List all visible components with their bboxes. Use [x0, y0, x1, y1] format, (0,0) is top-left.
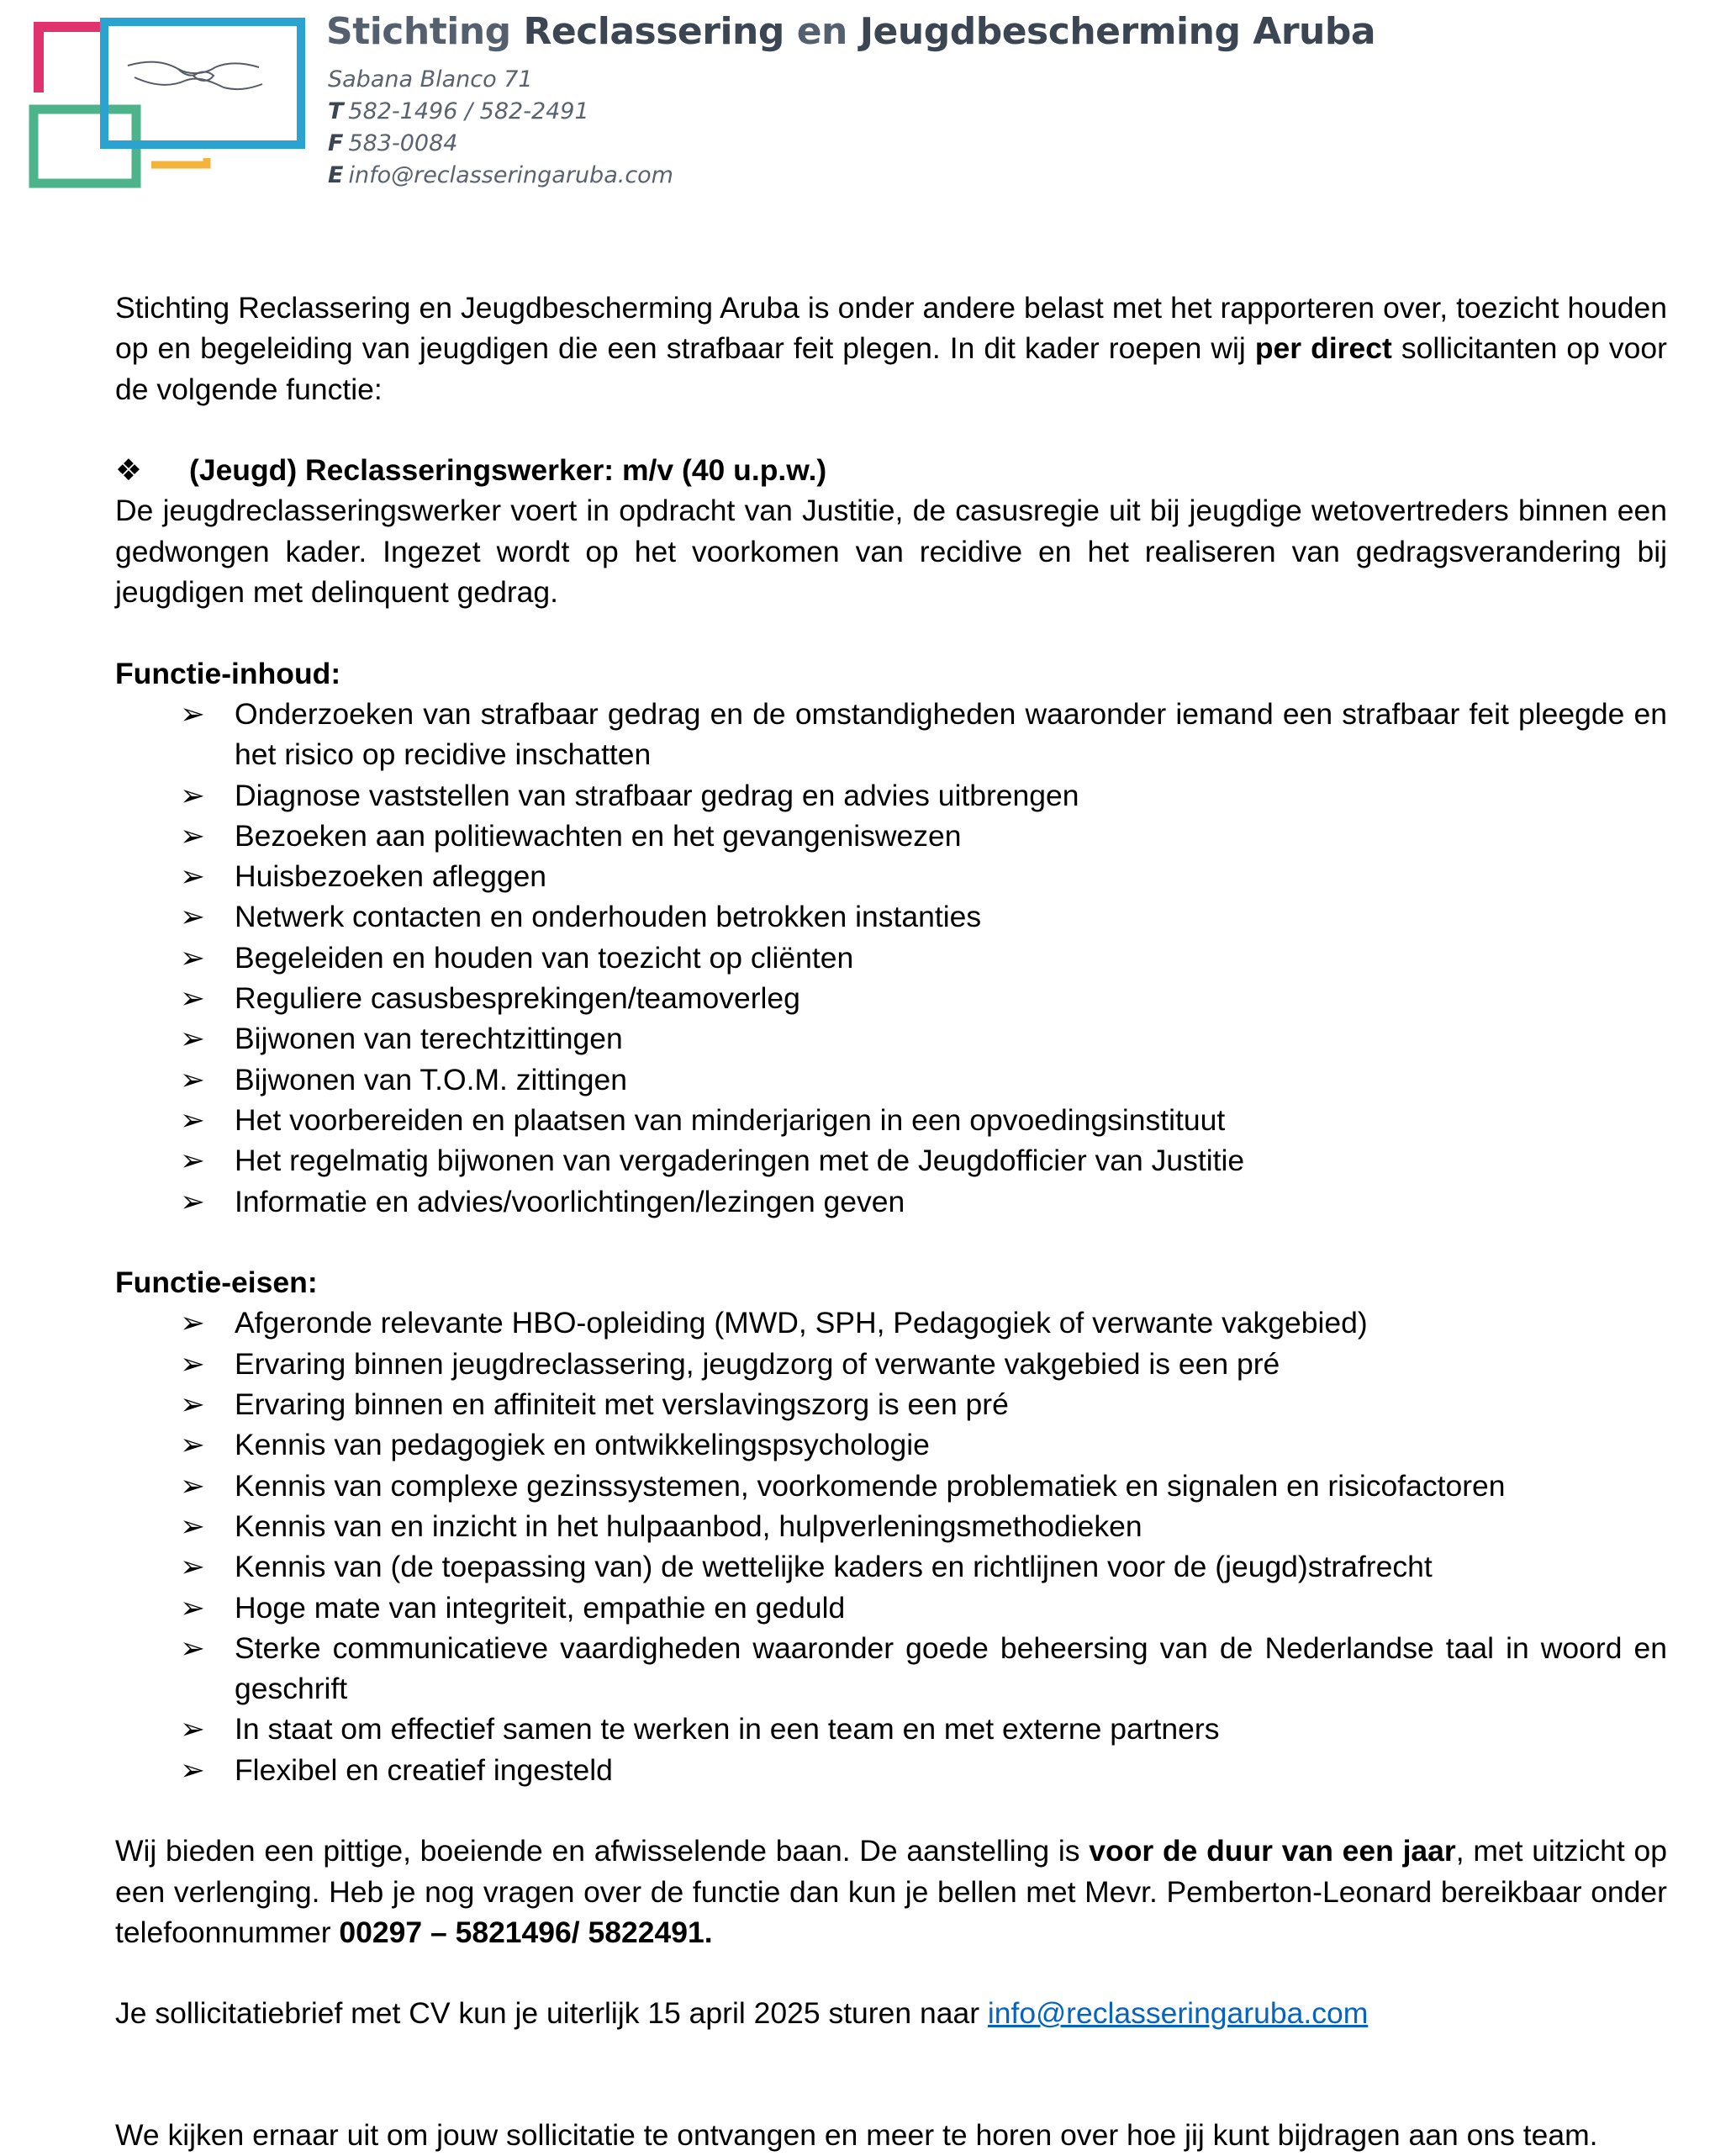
logo-yellow-mark	[151, 158, 207, 165]
offer-paragraph: Wij bieden een pittige, boeiende en afwisselende baan. De aanstelling is voor de duur van een jaar, met uitzicht op een verlenging. Heb je nog vragen over de functie dan kun je bellen met Mevr. Pemberton-Leonard bereikbaar onder telefoonnummer 00297 – 5821496/ 5822491.	[115, 1834, 1667, 1949]
functie-eisen-heading: Functie-eisen:	[115, 1266, 318, 1300]
arrow-bullet-icon: ➢	[180, 1346, 205, 1381]
list-item: ➢ Bezoeken aan politiewachten en het gevangeniswezen	[115, 816, 1667, 856]
intro-paragraph: Stichting Reclassering en Jeugdbescherming Aruba is onder andere belast met het rapporteren over, toezicht houden op en begeleiding van jeugdigen die een strafbaar feit plegen. In dit kader roepen wij per direct sollicitanten op voor de volgende functie:	[115, 291, 1667, 406]
list-item: ➢ Kennis van complexe gezinssystemen, voorkomende problematiek en signalen en risicofactoren	[115, 1466, 1667, 1506]
list-item: ➢ Flexibel en creatief ingesteld	[115, 1750, 1667, 1790]
organization-logo	[25, 15, 311, 196]
arrow-bullet-icon: ➢	[180, 1428, 205, 1462]
arrow-bullet-icon: ➢	[180, 1468, 205, 1503]
functie-inhoud-heading: Functie-inhoud:	[115, 656, 341, 690]
list-item: ➢ Het regelmatig bijwonen van vergaderingen met de Jeugdofficier van Justitie	[115, 1140, 1667, 1181]
arrow-bullet-icon: ➢	[180, 1022, 205, 1056]
list-item: ➢ Hoge mate van integriteit, empathie en geduld	[115, 1588, 1667, 1628]
list-item: ➢ Informatie en advies/voorlichtingen/lezingen geven	[115, 1181, 1667, 1222]
list-item: ➢ Het voorbereiden en plaatsen van minderjarigen in een opvoedingsinstituut	[115, 1100, 1667, 1140]
arrow-bullet-icon: ➢	[180, 1712, 205, 1746]
list-item: ➢ Bijwonen van T.O.M. zittingen	[115, 1060, 1667, 1100]
role-title: ❖ (Jeugd) Reclasseringswerker: m/v (40 u.p.w.)	[115, 450, 1667, 490]
arrow-bullet-icon: ➢	[180, 818, 205, 853]
diamond-bullet-icon: ❖	[115, 453, 142, 488]
list-item: ➢ Huisbezoeken afleggen	[115, 856, 1667, 896]
list-item: ➢ Reguliere casusbesprekingen/teamoverleg	[115, 978, 1667, 1018]
list-item: ➢ Netwerk contacten en onderhouden betrokken instanties	[115, 896, 1667, 937]
list-item: ➢ Kennis van pedagogiek en ontwikkelingspsychologie	[115, 1424, 1667, 1465]
arrow-bullet-icon: ➢	[180, 1144, 205, 1178]
letterhead	[0, 0, 1715, 202]
list-item: ➢ Diagnose vaststellen van strafbaar gedrag en advies uitbrengen	[115, 775, 1667, 816]
list-item: ➢ In staat om effectief samen te werken in een team en met externe partners	[115, 1709, 1667, 1749]
arrow-bullet-icon: ➢	[180, 1387, 205, 1422]
list-item: ➢ Afgeronde relevante HBO-opleiding (MWD, SPH, Pedagogiek of verwante vakgebied)	[115, 1303, 1667, 1343]
arrow-bullet-icon: ➢	[180, 1550, 205, 1584]
address: Sabana Blanco 71	[328, 66, 533, 92]
arrow-bullet-icon: ➢	[180, 778, 205, 812]
organization-name: Stichting Reclassering en Jeugdbescherming Aruba	[326, 10, 1376, 53]
arrow-bullet-icon: ➢	[180, 859, 205, 894]
list-item: ➢ Ervaring binnen en affiniteit met verslavingszorg is een pré	[115, 1384, 1667, 1424]
functie-inhoud-list	[115, 694, 1667, 1222]
arrow-bullet-icon: ➢	[180, 1184, 205, 1218]
vacancy-text	[115, 288, 1667, 2156]
contact-block	[328, 64, 673, 192]
list-item: ➢ Kennis van (de toepassing van) de wettelijke kaders en richtlijnen voor de (jeugd)strafrecht	[115, 1546, 1667, 1587]
list-item: ➢ Bijwonen van terechtzittingen	[115, 1018, 1667, 1059]
arrow-bullet-icon: ➢	[180, 981, 205, 1016]
list-item: ➢ Sterke communicatieve vaardigheden waaronder goede beheersing van de Nederlandse taal in woord en geschrift	[115, 1628, 1667, 1709]
arrow-bullet-icon: ➢	[180, 1630, 205, 1665]
arrow-bullet-icon: ➢	[180, 696, 205, 731]
functie-eisen-list	[115, 1303, 1667, 1790]
list-item: ➢ Ervaring binnen jeugdreclassering, jeugdzorg of verwante vakgebied is een pré	[115, 1344, 1667, 1384]
arrow-bullet-icon: ➢	[180, 1590, 205, 1625]
contact-phone: 00297 – 5821496/ 5822491.	[339, 1915, 713, 1949]
arrow-bullet-icon: ➢	[180, 1509, 205, 1543]
list-item: ➢ Onderzoeken van strafbaar gedrag en de omstandigheden waaronder iemand een strafbaar feit pleegde en het risico op recidive inschatten	[115, 694, 1667, 775]
arrow-bullet-icon: ➢	[180, 900, 205, 934]
hands-icon	[128, 62, 262, 89]
phone-row: T 582-1496 / 582-2491	[328, 98, 589, 124]
closing-paragraph: We kijken ernaar uit om jouw sollicitatie te ontvangen en meer te horen over hoe jij kunt bijdragen aan ons team.	[115, 2118, 1598, 2153]
apply-paragraph: Je sollicitatiebrief met CV kun je uiterlijk 15 april 2025 sturen naar info@reclasseringaruba.com	[115, 1996, 1369, 2031]
email-link[interactable]: info@reclasseringaruba.com	[987, 1996, 1369, 2031]
arrow-bullet-icon: ➢	[180, 1306, 205, 1340]
arrow-bullet-icon: ➢	[180, 940, 205, 975]
logo-magenta-frame	[39, 27, 103, 92]
role-description: De jeugdreclasseringswerker voert in opdracht van Justitie, de casusregie uit bij jeugdige wetovertreders binnen een gedwongen kader. Ingezet wordt op het voorkomen van recidive en het realiseren van gedragsverandering bij jeugdigen met delinquent gedrag.	[115, 494, 1667, 610]
list-item: ➢ Begeleiden en houden van toezicht op cliënten	[115, 938, 1667, 978]
arrow-bullet-icon: ➢	[180, 1102, 205, 1137]
arrow-bullet-icon: ➢	[180, 1062, 205, 1096]
email-row: E info@reclasseringaruba.com	[328, 162, 673, 188]
list-item: ➢ Kennis van en inzicht in het hulpaanbod, hulpverleningsmethodieken	[115, 1506, 1667, 1546]
fax-row: F 583-0084	[328, 130, 458, 156]
arrow-bullet-icon: ➢	[180, 1752, 205, 1787]
